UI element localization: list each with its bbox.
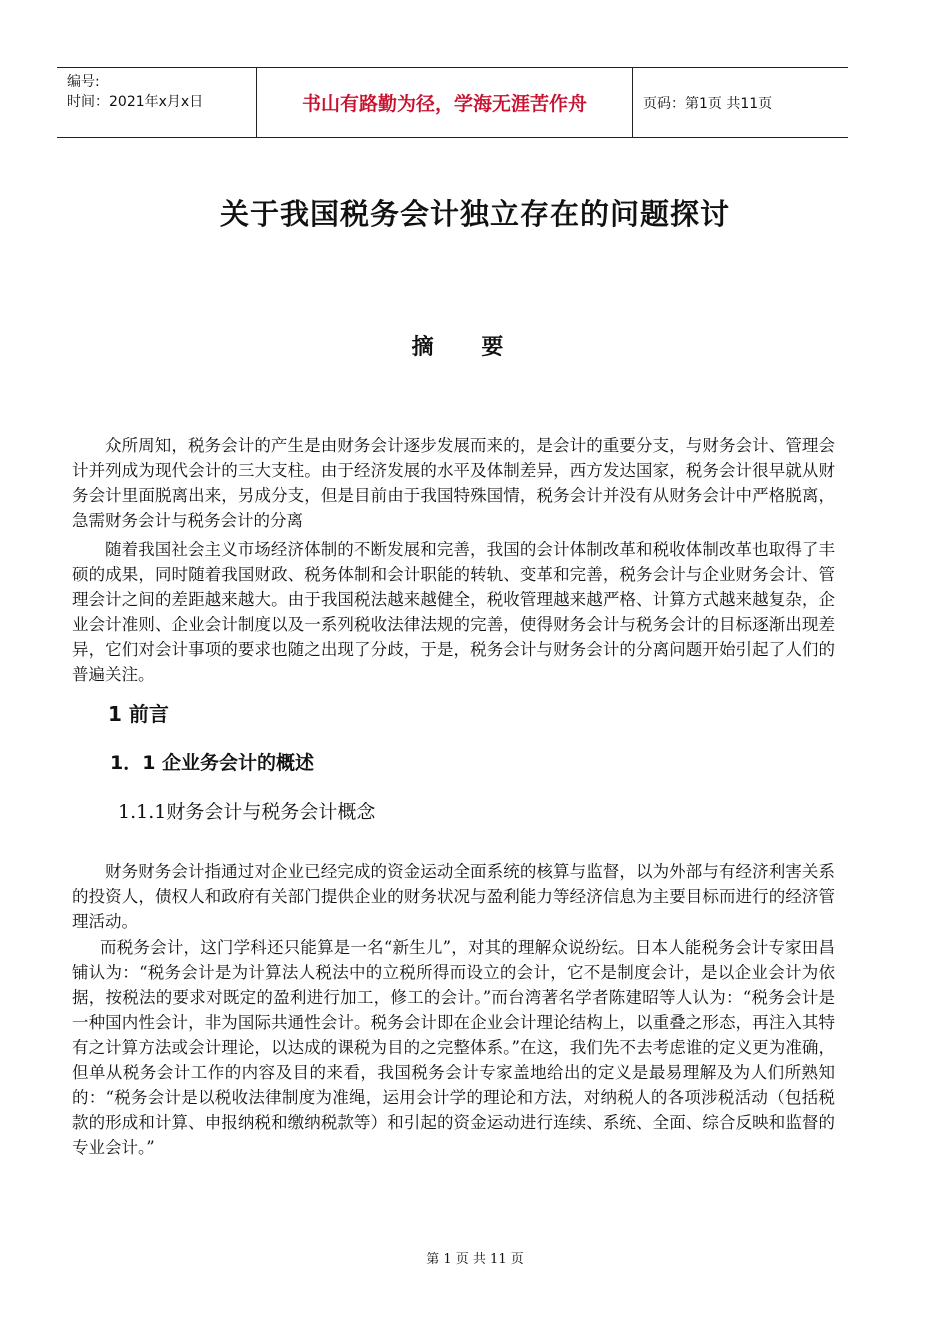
- header-table: [57, 67, 848, 138]
- number-label: 编号:: [67, 74, 100, 90]
- document-title: 关于我国税务会计独立存在的问题探讨: [219, 197, 730, 231]
- abstract-heading: 摘 要: [411, 335, 524, 360]
- date-label: 时间：2021年x月x日: [67, 94, 204, 110]
- body-paragraph-2: 而税务会计，这门学科还只能算是一名“新生儿”，对其的理解众说纷纭。日本人能税务会计专家田昌铺认为：“税务会计是为计算法人税法中的立税所得而设立的会计，它不是制度会计，是以企业会计为依据，按税法的要求对既定的盈利进行加工，修工的会计。”而台湾著名学者陈建昭等人认为：“税务会计是一种国内性会计，非为国际共通性会计。税务会计即在企业会计理论结构上，以重叠之形态，再注入其特有之计算方法或会计理论，以达成的课税为目的之完整体系。”在这，我们先不去考虑谁的定义更为准确，但单从税务会计工作的内容及目的来看，我国税务会计专家盖地给出的定义是最易理解及为人们所熟知的：“税务会计是以税收法律制度为准绳，运用会计学的理论和方法，对纳税人的各项涉税活动（包括税款的形成和计算、申报纳税和缴纳税款等）和引起的资金运动进行连续、系统、全面、综合反映和监督的专业会计。”: [72, 938, 835, 1157]
- header-page-info: 页码：第1页 共11页: [643, 95, 773, 112]
- page-footer: 第 1 页 共 11 页: [426, 1252, 524, 1267]
- header-meta: [57, 68, 257, 137]
- body-paragraph-1: 财务财务会计指通过对企业已经完成的资金运动全面系统的核算与监督，以为外部与有经济利害关系的投资人，债权人和政府有关部门提供企业的财务状况与盈利能力等经济信息为主要目标而进行的经济管理活动。: [72, 862, 835, 931]
- abstract-paragraph-1: 众所周知，税务会计的产生是由财务会计逐步发展而来的，是会计的重要分支，与财务会计、管理会计并列成为现代会计的三大支柱。由于经济发展的水平及体制差异，西方发达国家，税务会计很早就从财务会计里面脱离出来，另成分支，但是目前由于我国特殊国情，税务会计并没有从财务会计中严格脱离，急需财务会计与税务会计的分离: [72, 436, 835, 530]
- section-heading-1-1-1: 1.1.1财务会计与税务会计概念: [118, 801, 376, 823]
- section-heading-1-1: 1．1 企业务会计的概述: [110, 752, 315, 774]
- section-heading-1: 1 前言: [108, 702, 169, 726]
- abstract-paragraph-2: 随着我国社会主义市场经济体制的不断发展和完善，我国的会计体制改革和税收体制改革也取得了丰硕的成果，同时随着我国财政、税务体制和会计职能的转轨、变革和完善，税务会计与企业财务会计、管理会计之间的差距越来越大。由于我国税法越来越健全，税收管理越来越严格、计算方式越来越复杂，企业会计准则、企业会计制度以及一系列税收法律法规的完善，使得财务会计与税务会计的目标逐渐出现差异，它们对会计事项的要求也随之出现了分歧，于是，税务会计与财务会计的分离问题开始引起了人们的普遍关注。: [72, 540, 835, 684]
- header-motto: 书山有路勤为径，学海无涯苦作舟: [257, 68, 633, 137]
